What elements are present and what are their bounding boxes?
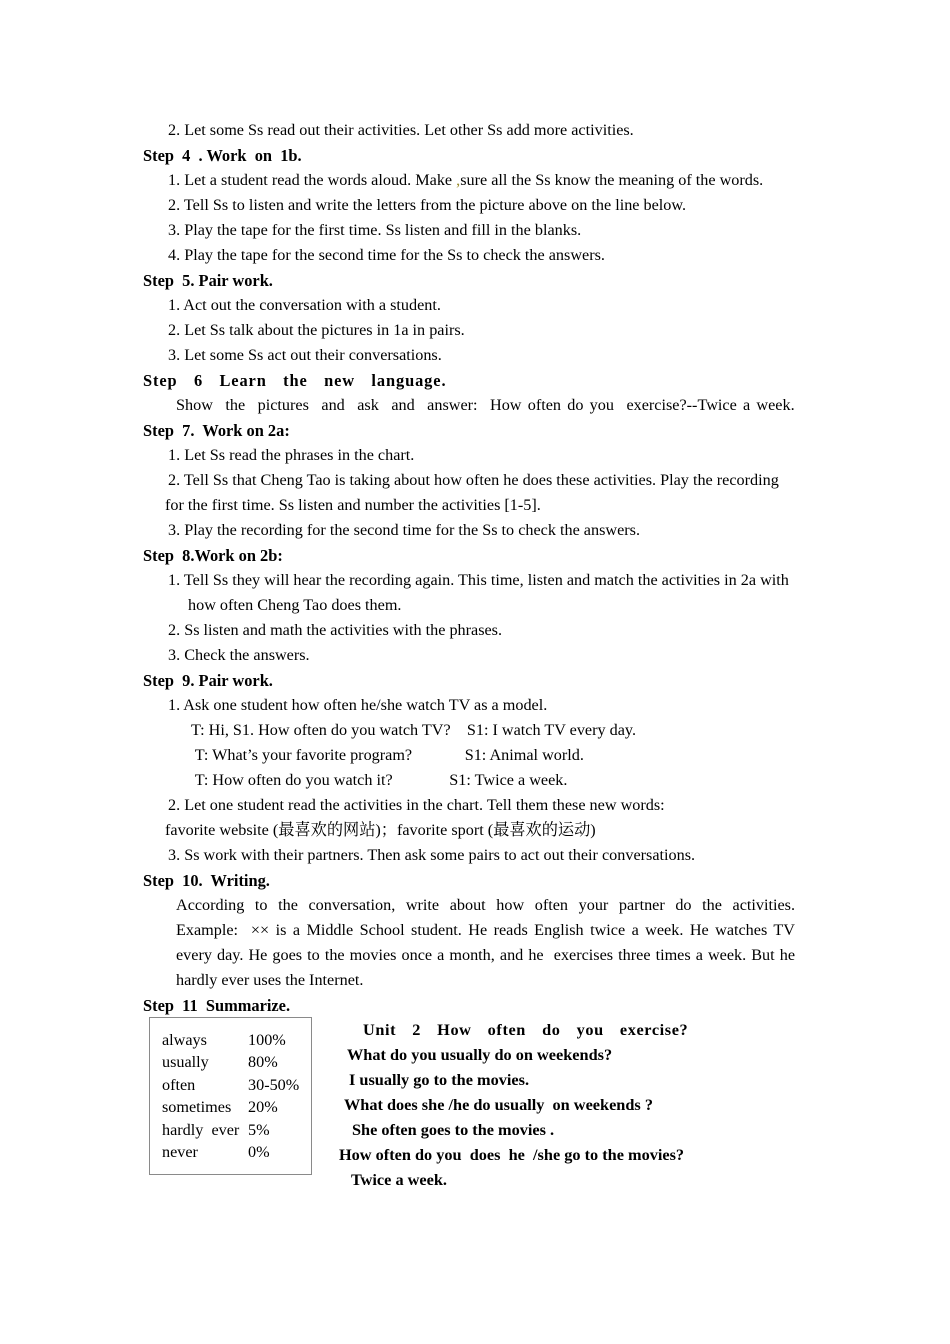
body-line: Example: ×× is a Middle School student. He reads English twice a week. He watches TV bbox=[176, 921, 795, 939]
frequency-word: always bbox=[162, 1031, 207, 1049]
body-line-chinese-glossary: favorite website (最喜欢的网站)；favorite sport (最喜欢的运动) bbox=[165, 821, 596, 839]
table-row bbox=[162, 1074, 311, 1096]
lesson-plan-page bbox=[143, 118, 795, 1189]
frequency-percent: 30-50% bbox=[248, 1075, 300, 1094]
unit-title: Unit 2 How often do you exercise? bbox=[363, 1020, 689, 1039]
table-row bbox=[162, 1051, 311, 1073]
body-line: 4. Play the tape for the second time for the Ss to check the answers. bbox=[168, 246, 605, 264]
body-line: Show the pictures and ask and answer: How often do you exercise?--Twice a week. bbox=[176, 396, 795, 414]
dialogue-line: T: What’s your favorite program? S1: Animal world. bbox=[191, 746, 584, 764]
frequency-word: never bbox=[162, 1143, 198, 1162]
unit-summary-dialogue bbox=[331, 1017, 795, 1192]
body-line: 2. Let one student read the activities in the chart. Tell them these new words: bbox=[168, 796, 665, 814]
frequency-word: often bbox=[162, 1075, 196, 1094]
body-line: According to the conversation, write about how often your partner do the activities. bbox=[176, 896, 795, 914]
step-heading-9: Step 9. Pair work. bbox=[143, 671, 273, 690]
body-line: 2. Let Ss talk about the pictures in 1a in pairs. bbox=[168, 321, 465, 339]
scan-artifact-mark: , bbox=[456, 171, 461, 189]
body-line: 3. Let some Ss act out their conversations. bbox=[168, 346, 442, 364]
body-line bbox=[143, 168, 795, 193]
dialogue-line: T: How often do you watch it? S1: Twice a week. bbox=[191, 771, 568, 789]
summary-line: Twice a week. bbox=[351, 1170, 448, 1189]
body-line-text: 1. Let a student read the words aloud. Make bbox=[168, 171, 457, 189]
step-heading-6: Step 6 Learn the new language. bbox=[143, 371, 447, 390]
body-line: 3. Ss work with their partners. Then ask some pairs to act out their conversations. bbox=[168, 846, 696, 864]
body-line-continuation: for the first time. Ss listen and number the activities [1-5]. bbox=[165, 496, 541, 514]
body-line-continuation: how often Cheng Tao does them. bbox=[188, 596, 402, 614]
step-heading-11: Step 11 Summarize. bbox=[143, 996, 291, 1015]
frequency-percent: 20% bbox=[248, 1098, 278, 1117]
frequency-percent: 80% bbox=[248, 1053, 278, 1072]
frequency-word: usually bbox=[162, 1053, 209, 1072]
body-line: hardly ever uses the Internet. bbox=[176, 971, 364, 989]
summary-line: What do you usually do on weekends? bbox=[347, 1045, 613, 1064]
body-line: 3. Check the answers. bbox=[168, 646, 310, 664]
summary-line: What does she /he do usually on weekends ? bbox=[344, 1095, 653, 1114]
frequency-percent: 100% bbox=[248, 1031, 286, 1049]
table-row bbox=[162, 1096, 311, 1118]
frequency-percent: 0% bbox=[248, 1143, 270, 1162]
frequency-word: hardly ever bbox=[162, 1120, 240, 1139]
frequency-percent: 5% bbox=[248, 1120, 270, 1139]
body-line: 2. Tell Ss to listen and write the letters from the picture above on the line below. bbox=[168, 196, 687, 214]
dialogue-line: T: Hi, S1. How often do you watch TV? S1: I watch TV every day. bbox=[191, 721, 637, 739]
step-heading-10: Step 10. Writing. bbox=[143, 871, 270, 890]
body-line: 1. Act out the conversation with a student. bbox=[168, 296, 441, 314]
body-line: 3. Play the recording for the second time for the Ss to check the answers. bbox=[168, 521, 640, 539]
summary-region bbox=[143, 1017, 795, 1197]
step-heading-8: Step 8.Work on 2b: bbox=[143, 546, 283, 565]
body-line: 1. Ask one student how often he/she watch TV as a model. bbox=[168, 696, 548, 714]
table-row bbox=[162, 1119, 311, 1141]
body-line: 3. Play the tape for the first time. Ss listen and fill in the blanks. bbox=[168, 221, 582, 239]
body-line-text-continued: sure all the Ss know the meaning of the words. bbox=[460, 171, 764, 189]
body-line: 1. Let Ss read the phrases in the chart. bbox=[168, 446, 415, 464]
summary-line: She often goes to the movies . bbox=[352, 1120, 555, 1139]
table-row bbox=[162, 1141, 311, 1163]
table-row bbox=[162, 1029, 311, 1051]
body-line: 1. Tell Ss they will hear the recording again. This time, listen and match the activities in 2a with bbox=[168, 571, 789, 589]
frequency-adverb-table bbox=[149, 1017, 312, 1175]
step-heading-7: Step 7. Work on 2a: bbox=[143, 421, 290, 440]
body-line: 2. Tell Ss that Cheng Tao is taking about how often he does these activities. Play the recording bbox=[168, 471, 779, 489]
summary-line: I usually go to the movies. bbox=[349, 1070, 530, 1089]
summary-line: How often do you does he /she go to the movies? bbox=[339, 1145, 685, 1164]
body-line: every day. He goes to the movies once a month, and he exercises three times a week. But he bbox=[176, 946, 795, 964]
step-heading-4: Step 4 . Work on 1b. bbox=[143, 146, 302, 165]
body-line: 2. Let some Ss read out their activities. Let other Ss add more activities. bbox=[168, 121, 634, 139]
step-heading-5: Step 5. Pair work. bbox=[143, 271, 273, 290]
frequency-word: sometimes bbox=[162, 1098, 232, 1117]
body-line: 2. Ss listen and math the activities with the phrases. bbox=[168, 621, 503, 639]
